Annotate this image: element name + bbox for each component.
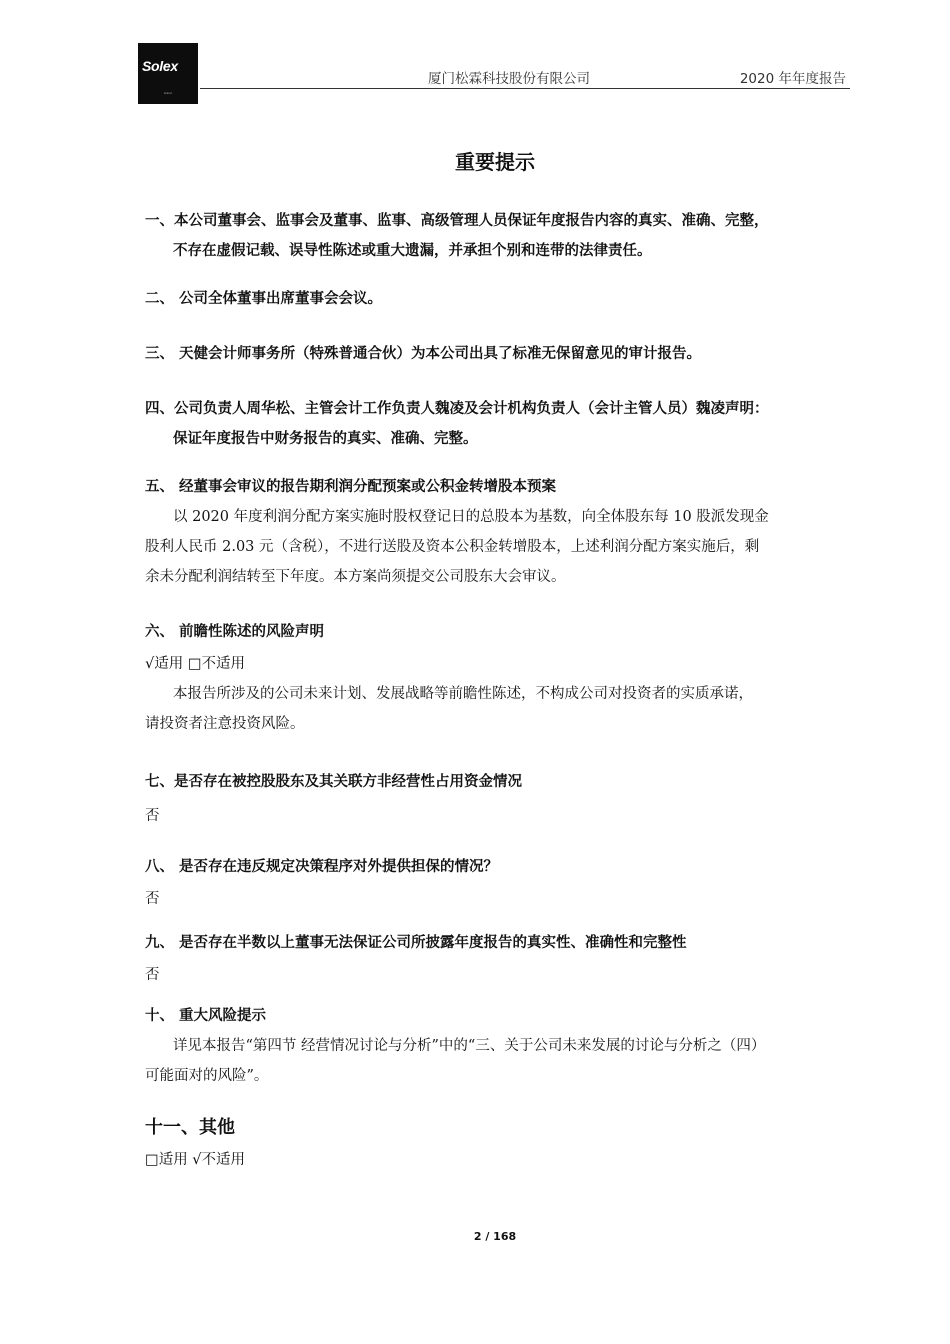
page-number: 2 / 168 [473, 1230, 517, 1243]
section-11 [145, 1113, 245, 1175]
section-5-para-line-3: 余未分配利润结转至下年度。本方案尚须提交公司股东大会审议。 [145, 569, 566, 585]
section-7 [145, 767, 522, 831]
section-7-answer: 否 [145, 808, 160, 824]
section-10-heading: 十、 重大风险提示 [145, 1008, 267, 1024]
section-10 [145, 1001, 765, 1091]
section-2: 二、 公司全体董事出席董事会会议。 [145, 291, 383, 307]
company-logo [138, 43, 198, 104]
header-divider [200, 88, 850, 89]
section-4-line-2: 保证年度报告中财务报告的真实、准确、完整。 [173, 431, 478, 447]
section-6-para-line-2: 请投资者注意投资风险。 [145, 716, 305, 732]
section-5-heading: 五、 经董事会审议的报告期利润分配预案或公积金转增股本预案 [145, 479, 557, 495]
section-6-para-line-1: 本报告所涉及的公司未来计划、发展战略等前瞻性陈述，不构成公司对投资者的实质承诺， [173, 686, 753, 702]
section-5-para-line-1: 以 2020 年度利润分配方案实施时股权登记日的总股本为基数，向全体股东每 10 股派发现金 [173, 509, 769, 525]
section-3: 三、 天健会计师事务所（特殊普通合伙）为本公司出具了标准无保留意见的审计报告。 [145, 346, 702, 362]
section-1-line-1: 一、本公司董事会、监事会及董事、监事、高级管理人员保证年度报告内容的真实、准确、完整， [145, 213, 769, 229]
section-8-heading: 八、 是否存在违反规定决策程序对外提供担保的情况？ [145, 859, 499, 875]
section-1-line-2: 不存在虚假记载、误导性陈述或重大遗漏，并承担个别和连带的法律责任。 [173, 243, 652, 259]
section-10-para-line-2: 可能面对的风险”。 [145, 1068, 269, 1084]
header-company-name: 厦门松霖科技股份有限公司 [428, 71, 590, 87]
section-6 [145, 617, 753, 739]
section-5-para-line-2: 股利人民币 2.03 元（含税），不进行送股及资本公积金转增股本，上述利润分配方案实施后，剩 [145, 539, 760, 555]
section-6-applicability: √适用 □不适用 [145, 656, 246, 672]
section-10-para-line-1: 详见本报告“第四节 经营情况讨论与分析”中的“三、关于公司未来发展的讨论与分析之（四） [173, 1038, 766, 1054]
logo-text: Solex [142, 58, 178, 74]
section-6-heading: 六、 前瞻性陈述的风险声明 [145, 624, 325, 640]
header-report-title: 2020 年年度报告 [739, 71, 846, 87]
section-9 [145, 928, 687, 990]
page-title: 重要提示 [455, 150, 535, 174]
section-4 [145, 394, 769, 454]
logo-subtext: brand [164, 91, 172, 95]
section-9-answer: 否 [145, 967, 160, 983]
section-7-heading: 七、是否存在被控股股东及其关联方非经营性占用资金情况 [145, 774, 522, 790]
section-11-heading: 十一、其他 [145, 1117, 235, 1138]
section-8 [145, 852, 498, 914]
section-11-applicability: □适用 √不适用 [145, 1152, 246, 1168]
section-9-heading: 九、 是否存在半数以上董事无法保证公司所披露年度报告的真实性、准确性和完整性 [145, 935, 687, 951]
section-8-answer: 否 [145, 891, 160, 907]
section-1 [145, 206, 769, 266]
section-5 [145, 472, 769, 592]
section-4-line-1: 四、公司负责人周华松、主管会计工作负责人魏凌及会计机构负责人（会计主管人员）魏凌声明： [145, 401, 769, 417]
